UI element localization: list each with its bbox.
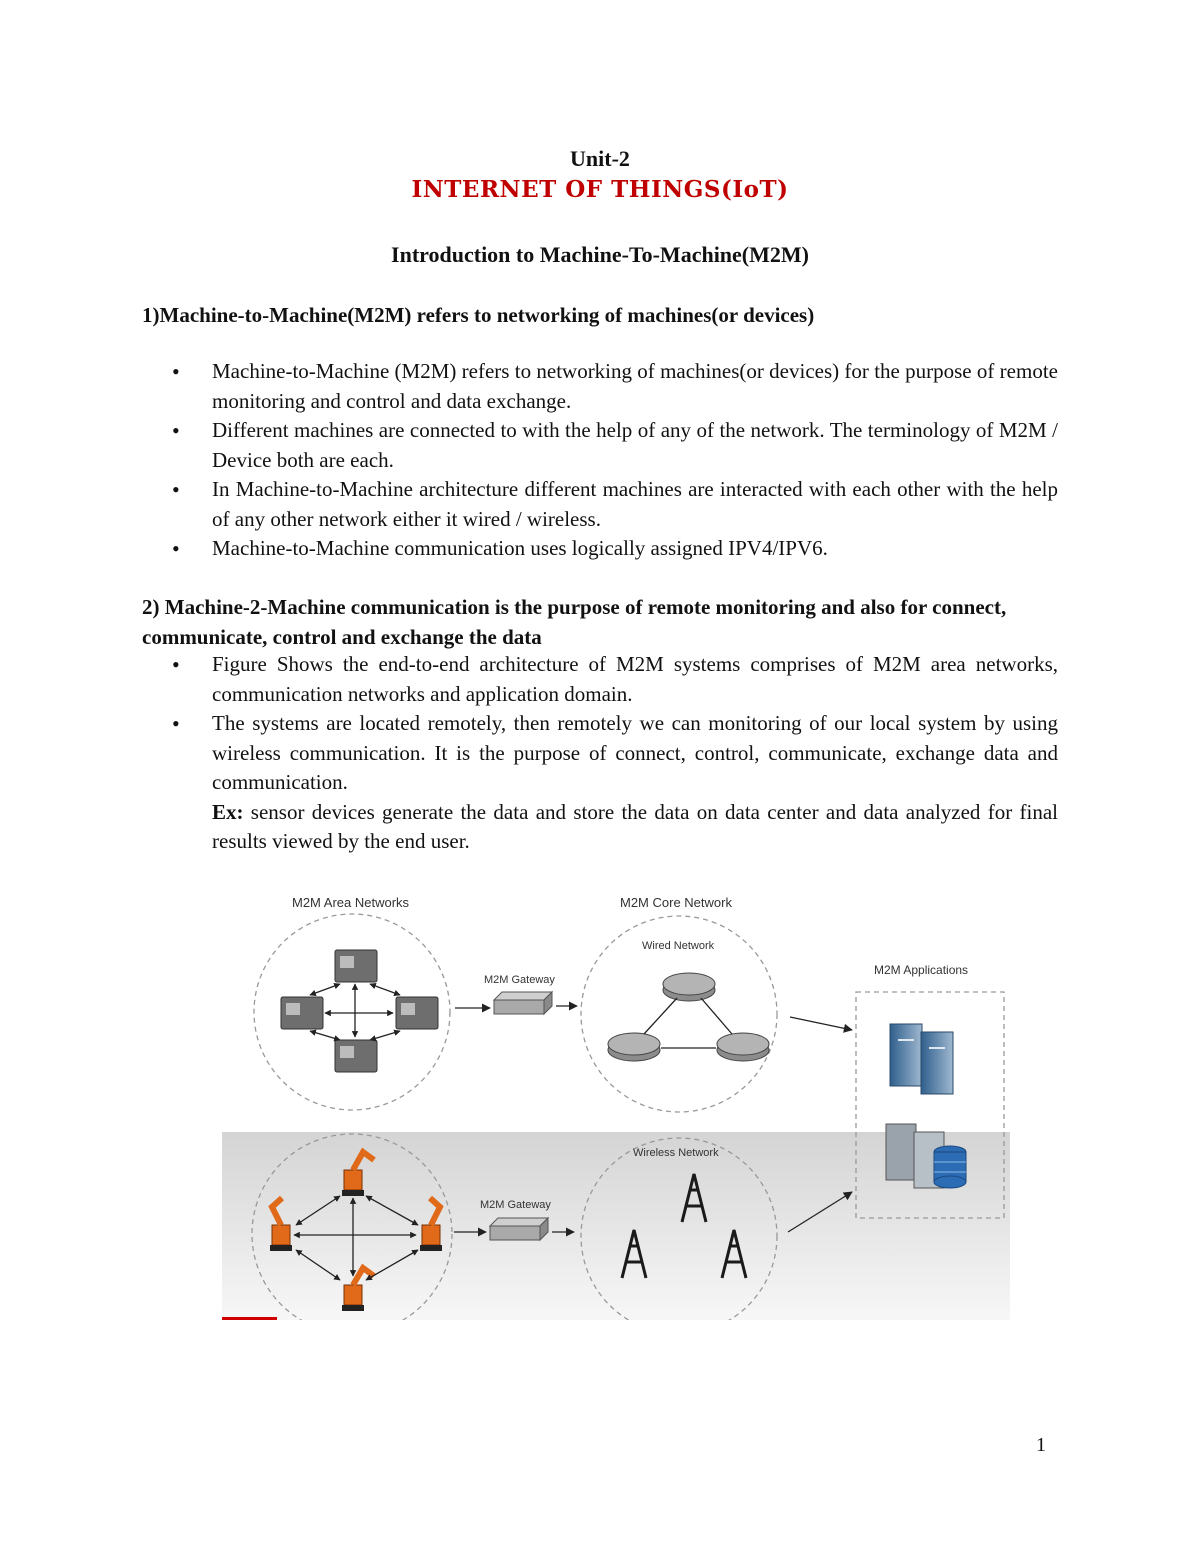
gateway-device-top: [494, 992, 552, 1014]
applications-label: M2M Applications: [874, 963, 969, 977]
core-network-label: M2M Core Network: [620, 895, 732, 910]
wireless-network-label: Wireless Network: [633, 1147, 719, 1159]
area-networks-label: M2M Area Networks: [292, 895, 410, 910]
gateway-device-bottom: [490, 1218, 548, 1240]
section-2-heading: 2) Machine-2-Machine communication is the purpose of remote monitoring and also for connect, communicate, control and exchange the data: [142, 595, 1007, 649]
list-item: [142, 709, 1058, 857]
list-item-text: The systems are located remotely, then remotely we can monitoring of our local system by using wireless communication. It is the purpose of connect, control, communicate, exchange data and communication.: [212, 711, 1058, 794]
example-line: [212, 798, 1058, 857]
gateway-top-label: M2M Gateway: [484, 974, 555, 986]
page-number: 1: [1036, 1434, 1046, 1456]
list-item: • In Machine-to-Machine architecture different machines are interacted with each other with the help of any other network either it wired / wireless.: [142, 475, 1058, 534]
unit-heading: Unit-2: [570, 146, 630, 171]
section-1-heading: 1)Machine-to-Machine(M2M) refers to networking of machines(or devices): [142, 303, 815, 327]
section-1-list: [142, 357, 1058, 564]
example-label: Ex:: [212, 799, 244, 824]
page-title: INTERNET OF THINGS(IoT): [411, 176, 789, 203]
m2m-architecture-figure: [222, 880, 1010, 1320]
example-text: sensor devices generate the data and store the data on data center and data analyzed for final results viewed by the end user.: [212, 799, 1058, 853]
gateway-bottom-label: M2M Gateway: [480, 1199, 551, 1211]
list-item: • Machine-to-Machine (M2M) refers to networking of machines(or devices) for the purpose of remote monitoring and control and data exchange.: [142, 357, 1058, 416]
server-icon: [890, 1024, 953, 1094]
figure-top-band: [222, 880, 1010, 1132]
list-item: • Figure Shows the end-to-end architecture of M2M systems comprises of M2M area networks, communication networks and application domain.: [142, 650, 1058, 709]
list-item: • Different machines are connected to with the help of any of the network. The terminology of M2M / Device both are each.: [142, 416, 1058, 475]
intro-heading: Introduction to Machine-To-Machine(M2M): [391, 242, 809, 267]
section-2-list: [142, 650, 1058, 857]
red-accent-mark: [222, 1317, 277, 1320]
wired-network-label: Wired Network: [642, 940, 715, 952]
list-item: • Machine-to-Machine communication uses logically assigned IPV4/IPV6.: [142, 534, 1058, 564]
